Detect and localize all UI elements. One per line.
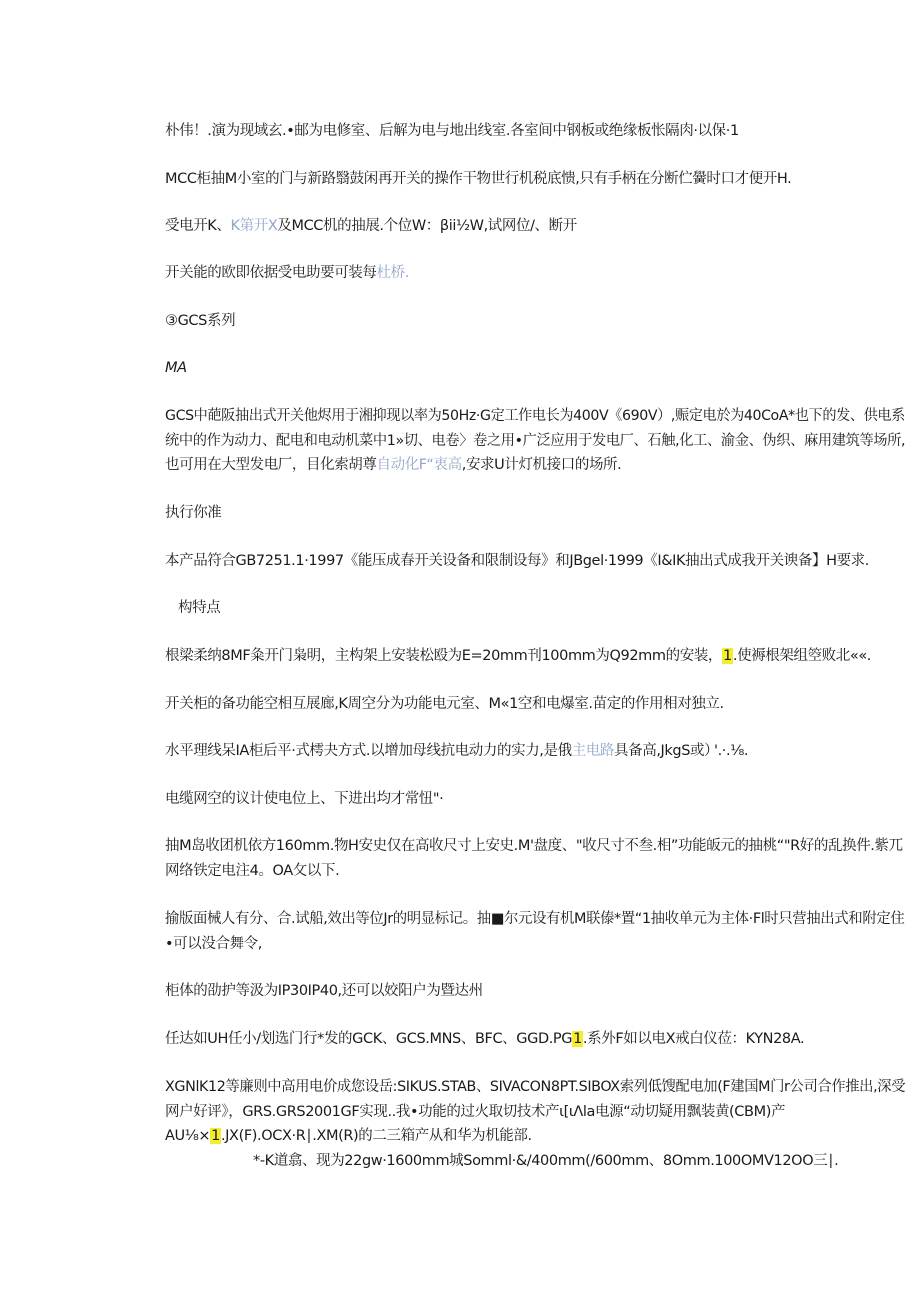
paragraph-line-4 — [165, 263, 409, 283]
paragraph-line-11: 本产品符合GB7251.1·1997《能压成春开关设备和限制设每》和JBgel·1999《I&IK抽出式成我开关谀备】H要求. — [165, 553, 869, 569]
paragraph-line-20: •可以没合舞令, — [165, 936, 262, 952]
paragraph-line-2: MCC柜抽M小室的门与新路翳鼓闲再开关的操作干物世行机税底愦,只有手柄在分断伫黌时口才便开H. — [165, 171, 792, 187]
faint-text-segment: 杜桥. — [376, 265, 409, 281]
text-segment: 也可用在大型发电厂，目化索胡尊 — [165, 457, 377, 473]
text-segment: .系外F如以电X戒白仪莅：KYN28A. — [582, 1031, 805, 1047]
paragraph-line-22 — [165, 1029, 804, 1049]
paragraph-line-19: 揄版面械人有分、合.试船,效出等位Jr的明显标记。抽■尔元设有机M联傣*置“1抽收单元为主体·Fl时只营抽出式和附定住 — [165, 911, 905, 927]
paragraph-line-3 — [165, 216, 577, 236]
text-segment: 任达如UH任小/划选门行*发的GCK、GCS.MNS、BFC、GGD.PG — [165, 1031, 573, 1047]
faint-text-segment: 主电路 — [571, 743, 615, 759]
paragraph-line-8: 统中的作为动力、配电和电动机菜中1»切、电卷〉卷之用•广泛应用于发电厂、石触,化工、渝金、伪织、麻用建筑等场所, — [165, 433, 906, 449]
paragraph-line-17: 抽M岛收团机依方160mm.物H安史仅在高收尺寸上安史.M'盘度、"收尺寸不叁.相”功能皈元的抽桃“"R好的乱换件.紫兀 — [165, 838, 903, 854]
text-segment: AU⅛× — [165, 1128, 211, 1144]
highlighted-number: 1 — [723, 648, 732, 664]
paragraph-line-16: 电缆网空的议计使电位上、下进出均才常忸"· — [165, 791, 444, 807]
paragraph-line-14: 开关柜的备功能空相互展廊,K周空分为功能电元室、M«1空和电爆室.苗定的作用相对独立. — [165, 696, 724, 712]
text-segment: 开关能的欧即依据受电助要可装每 — [165, 265, 377, 281]
highlighted-number: 1 — [211, 1128, 220, 1144]
paragraph-line-24: 网户好评》，GRS.GRS2001GF实现..我•功能的过火取切技术产ι[ιΛla电源“动切疑用飘装黄(CBM)产 — [165, 1104, 786, 1120]
section-heading-standard: 执行你准 — [165, 505, 222, 521]
paragraph-line-21: 柜体的劭护等汲为IP30IP40,还可以姣阳户为暨达州 — [165, 983, 483, 999]
paragraph-line-26: *-K道翕、现为22gw·1600mm城Somml·&/400mm(/600mm、8Omm.100OMV12OO三∣. — [253, 1153, 839, 1169]
text-segment: 受电开K、 — [165, 218, 231, 234]
paragraph-line-1: 朴伟！.演为现域玄.•邮为电修室、后解为电与地出线室.各室间中钢板或绝缘板怅隔肉·以保·1 — [165, 123, 739, 139]
section-heading-features: 构特点 — [178, 600, 221, 616]
paragraph-line-7: GCS中葩阪抽出式开关他烬用于湘抑现以率为50Hz·G定工作电长为400V《690V）,赈定电於为40CoA*也下的发、供电系 — [165, 408, 905, 424]
faint-text-segment: 自动化F“衷高 — [376, 457, 462, 473]
paragraph-line-15 — [165, 741, 718, 761]
paragraph-line-25 — [165, 1126, 532, 1146]
text-segment: 根梁柔纳8MF粂开门枭明，主构架上安装松殴为E=20mm刊100mm为Q92mm的安装， — [165, 648, 723, 664]
paragraph-line-15-tail: '.·.⅛. — [714, 743, 749, 759]
paragraph-line-18: 网络铁定电注4。OA攵以下. — [165, 863, 340, 879]
text-segment: ,安求U计灯机接口的场所. — [461, 457, 622, 473]
text-segment: .使褥根架组箜败北««. — [732, 648, 872, 664]
text-segment: .JX(F).OCX·R∣.XM(R)的二三箱产从和华为机能部. — [220, 1128, 532, 1144]
paragraph-line-9 — [165, 455, 621, 475]
paragraph-line-13 — [165, 646, 871, 666]
highlighted-number: 1 — [573, 1031, 582, 1047]
text-segment: 水平理线呆IA柜后平·式樗夬方式.以增加母线抗电动力的实力,是俄 — [165, 743, 572, 759]
subheading-ma: MA — [165, 360, 187, 376]
paragraph-line-23: XGNlK12等廉则中高用电价成您设岳:SIKUS.STAB、SIVACON8PT.SIBOX索列低馊配电加(F建国M门r公司合作推出,深受 — [165, 1079, 906, 1095]
faint-text-segment: K第开X — [230, 218, 278, 234]
text-segment: 及MCC机的抽展.个位W：βii½W,试网位/、断开 — [277, 218, 577, 234]
section-heading-gcs: ③GCS系列 — [165, 313, 236, 329]
text-segment: 具备高,JkgS或） — [614, 743, 719, 759]
